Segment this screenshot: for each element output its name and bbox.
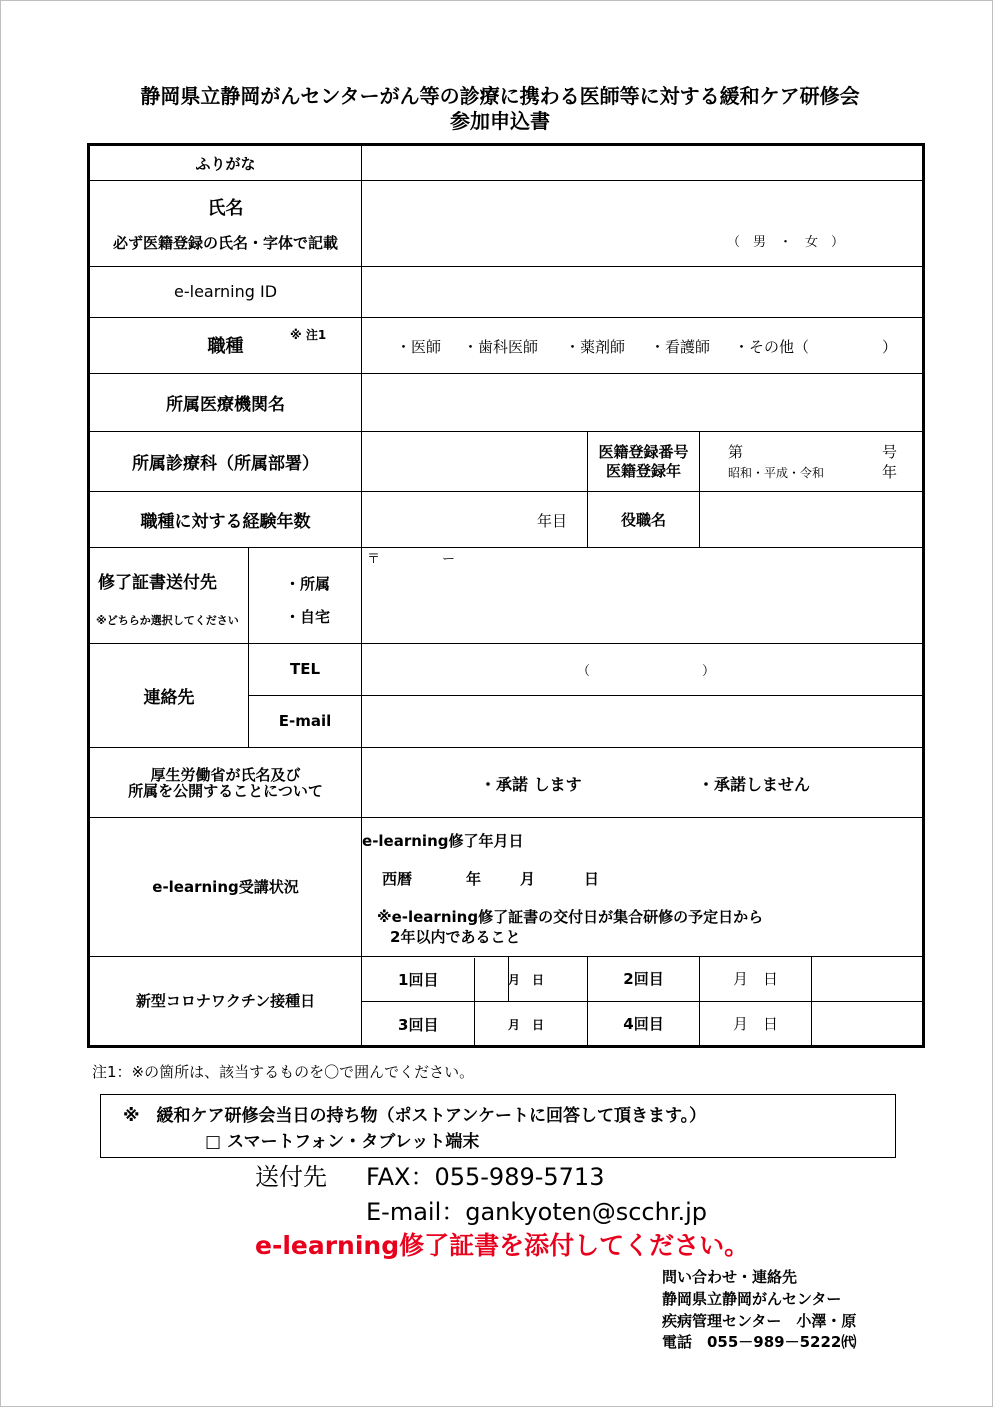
occupation-other[interactable]: ・その他（ bbox=[734, 337, 810, 356]
dose2-label: 2回目 bbox=[588, 956, 700, 1001]
postal-dash: ー bbox=[442, 552, 456, 568]
elearning-completion-label: e-learning修了年月日 bbox=[362, 832, 524, 851]
application-form-table bbox=[87, 143, 925, 1048]
certificate-label: 修了証書送付先 bbox=[98, 573, 217, 594]
experience-suffix: 年目 bbox=[537, 512, 568, 531]
occupation-label: 職種 bbox=[207, 336, 244, 358]
elearning-status-cell[interactable] bbox=[362, 818, 924, 956]
belongings-line1: ※ 緩和ケア研修会当日の持ち物（ポストアンケートに回答して頂きます。） bbox=[123, 1106, 707, 1126]
certificate-options-cell bbox=[249, 548, 362, 643]
registration-year-label: 医籍登録年 bbox=[606, 461, 682, 480]
dose2-date[interactable]: 月 日 bbox=[700, 956, 812, 1001]
registration-input[interactable] bbox=[700, 431, 924, 491]
vaccine-label: 新型コロナワクチン接種日 bbox=[89, 956, 362, 1046]
experience-label: 職種に対する経験年数 bbox=[89, 492, 362, 548]
dose4-extra bbox=[812, 1001, 924, 1046]
elearning-id-label: e-learning ID bbox=[89, 267, 362, 317]
department-label: 所属診療科（所属部署） bbox=[89, 431, 362, 491]
note-1: 注1：※の箇所は、該当するものを〇で囲んでください。 bbox=[92, 1063, 475, 1081]
belongings-line2: □ スマートフォン・タブレット端末 bbox=[205, 1132, 480, 1152]
month-label: 月 bbox=[520, 870, 536, 889]
position-label: 役職名 bbox=[588, 492, 700, 548]
tel-paren-open: （ bbox=[577, 663, 591, 679]
occupation-doctor[interactable]: ・医師 bbox=[396, 337, 442, 356]
day-label: 日 bbox=[584, 870, 600, 889]
postal-mark: 〒 bbox=[367, 552, 381, 568]
dose1-date[interactable]: 月 日 bbox=[508, 972, 545, 987]
occupation-dentist[interactable]: ・歯科医師 bbox=[463, 337, 539, 356]
belongings-box bbox=[100, 1094, 896, 1158]
inquiry-department: 疾病管理センター 小澤・原 bbox=[662, 1312, 857, 1330]
publish-label-line1: 厚生労働省が氏名及び bbox=[150, 765, 301, 784]
inquiry-organization: 静岡県立静岡がんセンター bbox=[662, 1290, 842, 1308]
elearning-status-label: e-learning受講状況 bbox=[89, 818, 362, 956]
name-label-cell bbox=[89, 181, 362, 267]
tel-label: TEL bbox=[249, 643, 362, 695]
position-input[interactable] bbox=[700, 492, 924, 548]
department-input[interactable] bbox=[362, 431, 588, 491]
elearning-note-line1: ※e-learning修了証書の交付日が集合研修の予定日から bbox=[377, 908, 764, 927]
occupation-note: ※ 注1 bbox=[290, 327, 327, 342]
dose4-date[interactable]: 月 日 bbox=[700, 1001, 812, 1046]
elearning-note-line2: 2年以内であること bbox=[390, 928, 521, 947]
address-input[interactable] bbox=[362, 548, 924, 643]
dose3-label: 3回目 bbox=[398, 1015, 439, 1034]
occupation-nurse[interactable]: ・看護師 bbox=[650, 337, 711, 356]
publish-disagree[interactable]: ・承諾しません bbox=[698, 774, 811, 794]
registration-no-suffix: 号 bbox=[882, 442, 898, 461]
elearning-id-input[interactable] bbox=[362, 267, 924, 317]
publish-label-line2: 所属を公開することについて bbox=[128, 781, 323, 800]
registration-label-cell bbox=[588, 431, 700, 491]
institution-input[interactable] bbox=[362, 373, 924, 431]
form-title: 静岡県立静岡がんセンターがん等の診療に携わる医師等に対する緩和ケア研修会 bbox=[140, 84, 860, 108]
gender-options[interactable]: （ 男 ・ 女 ） bbox=[727, 235, 845, 251]
contact-label: 連絡先 bbox=[89, 643, 249, 747]
furigana-label: ふりがな bbox=[89, 145, 362, 181]
dose1-label: 1回目 bbox=[398, 970, 439, 989]
dose4-label: 4回目 bbox=[588, 1001, 700, 1046]
publish-label-cell bbox=[89, 747, 362, 817]
occupation-options-cell bbox=[362, 317, 924, 373]
dose3-date[interactable]: 月 日 bbox=[508, 1017, 545, 1032]
institution-label: 所属医療機関名 bbox=[89, 373, 362, 431]
registration-year-suffix: 年 bbox=[882, 462, 898, 481]
registration-number-label: 医籍登録番号 bbox=[598, 442, 689, 461]
certificate-option-office[interactable]: ・所属 bbox=[285, 575, 331, 594]
tel-paren-close: ） bbox=[702, 663, 716, 679]
certificate-label-cell bbox=[89, 548, 249, 643]
attach-notice: e-learning修了証書を添付してください。 bbox=[255, 1231, 750, 1260]
year-label: 年 bbox=[466, 870, 482, 889]
email-input[interactable] bbox=[362, 695, 924, 747]
registration-era[interactable]: 昭和・平成・令和 bbox=[728, 465, 825, 480]
certificate-option-home[interactable]: ・自宅 bbox=[285, 608, 331, 627]
form-subtitle: 参加申込書 bbox=[450, 109, 550, 133]
name-label: 氏名 bbox=[207, 198, 244, 220]
dose2-extra bbox=[812, 956, 924, 1001]
occupation-label-cell bbox=[89, 317, 362, 373]
experience-input[interactable] bbox=[362, 492, 588, 548]
email-label: E-mail bbox=[249, 695, 362, 747]
registration-no-prefix: 第 bbox=[728, 442, 744, 461]
publish-agree[interactable]: ・承諾 します bbox=[480, 774, 582, 794]
name-note: 必ず医籍登録の氏名・字体で記載 bbox=[113, 234, 339, 253]
name-input[interactable] bbox=[362, 181, 924, 267]
furigana-input[interactable] bbox=[362, 145, 924, 181]
publish-options-cell bbox=[362, 747, 924, 817]
era-label: 西暦 bbox=[382, 870, 413, 889]
send-fax: FAX：055-989-5713 bbox=[366, 1163, 605, 1191]
occupation-pharmacist[interactable]: ・薬剤師 bbox=[565, 337, 626, 356]
inquiry-phone: 電話 055－989－5222㈹ bbox=[662, 1333, 857, 1351]
certificate-note: ※どちらか選択してください bbox=[96, 614, 239, 628]
dose-divider bbox=[474, 958, 475, 1046]
send-label: 送付先 bbox=[255, 1163, 327, 1191]
tel-input[interactable] bbox=[362, 643, 924, 695]
occupation-other-close: ） bbox=[882, 337, 898, 356]
inquiry-title: 問い合わせ・連絡先 bbox=[662, 1268, 798, 1286]
send-email[interactable]: E-mail：gankyoten@scchr.jp bbox=[366, 1198, 708, 1226]
